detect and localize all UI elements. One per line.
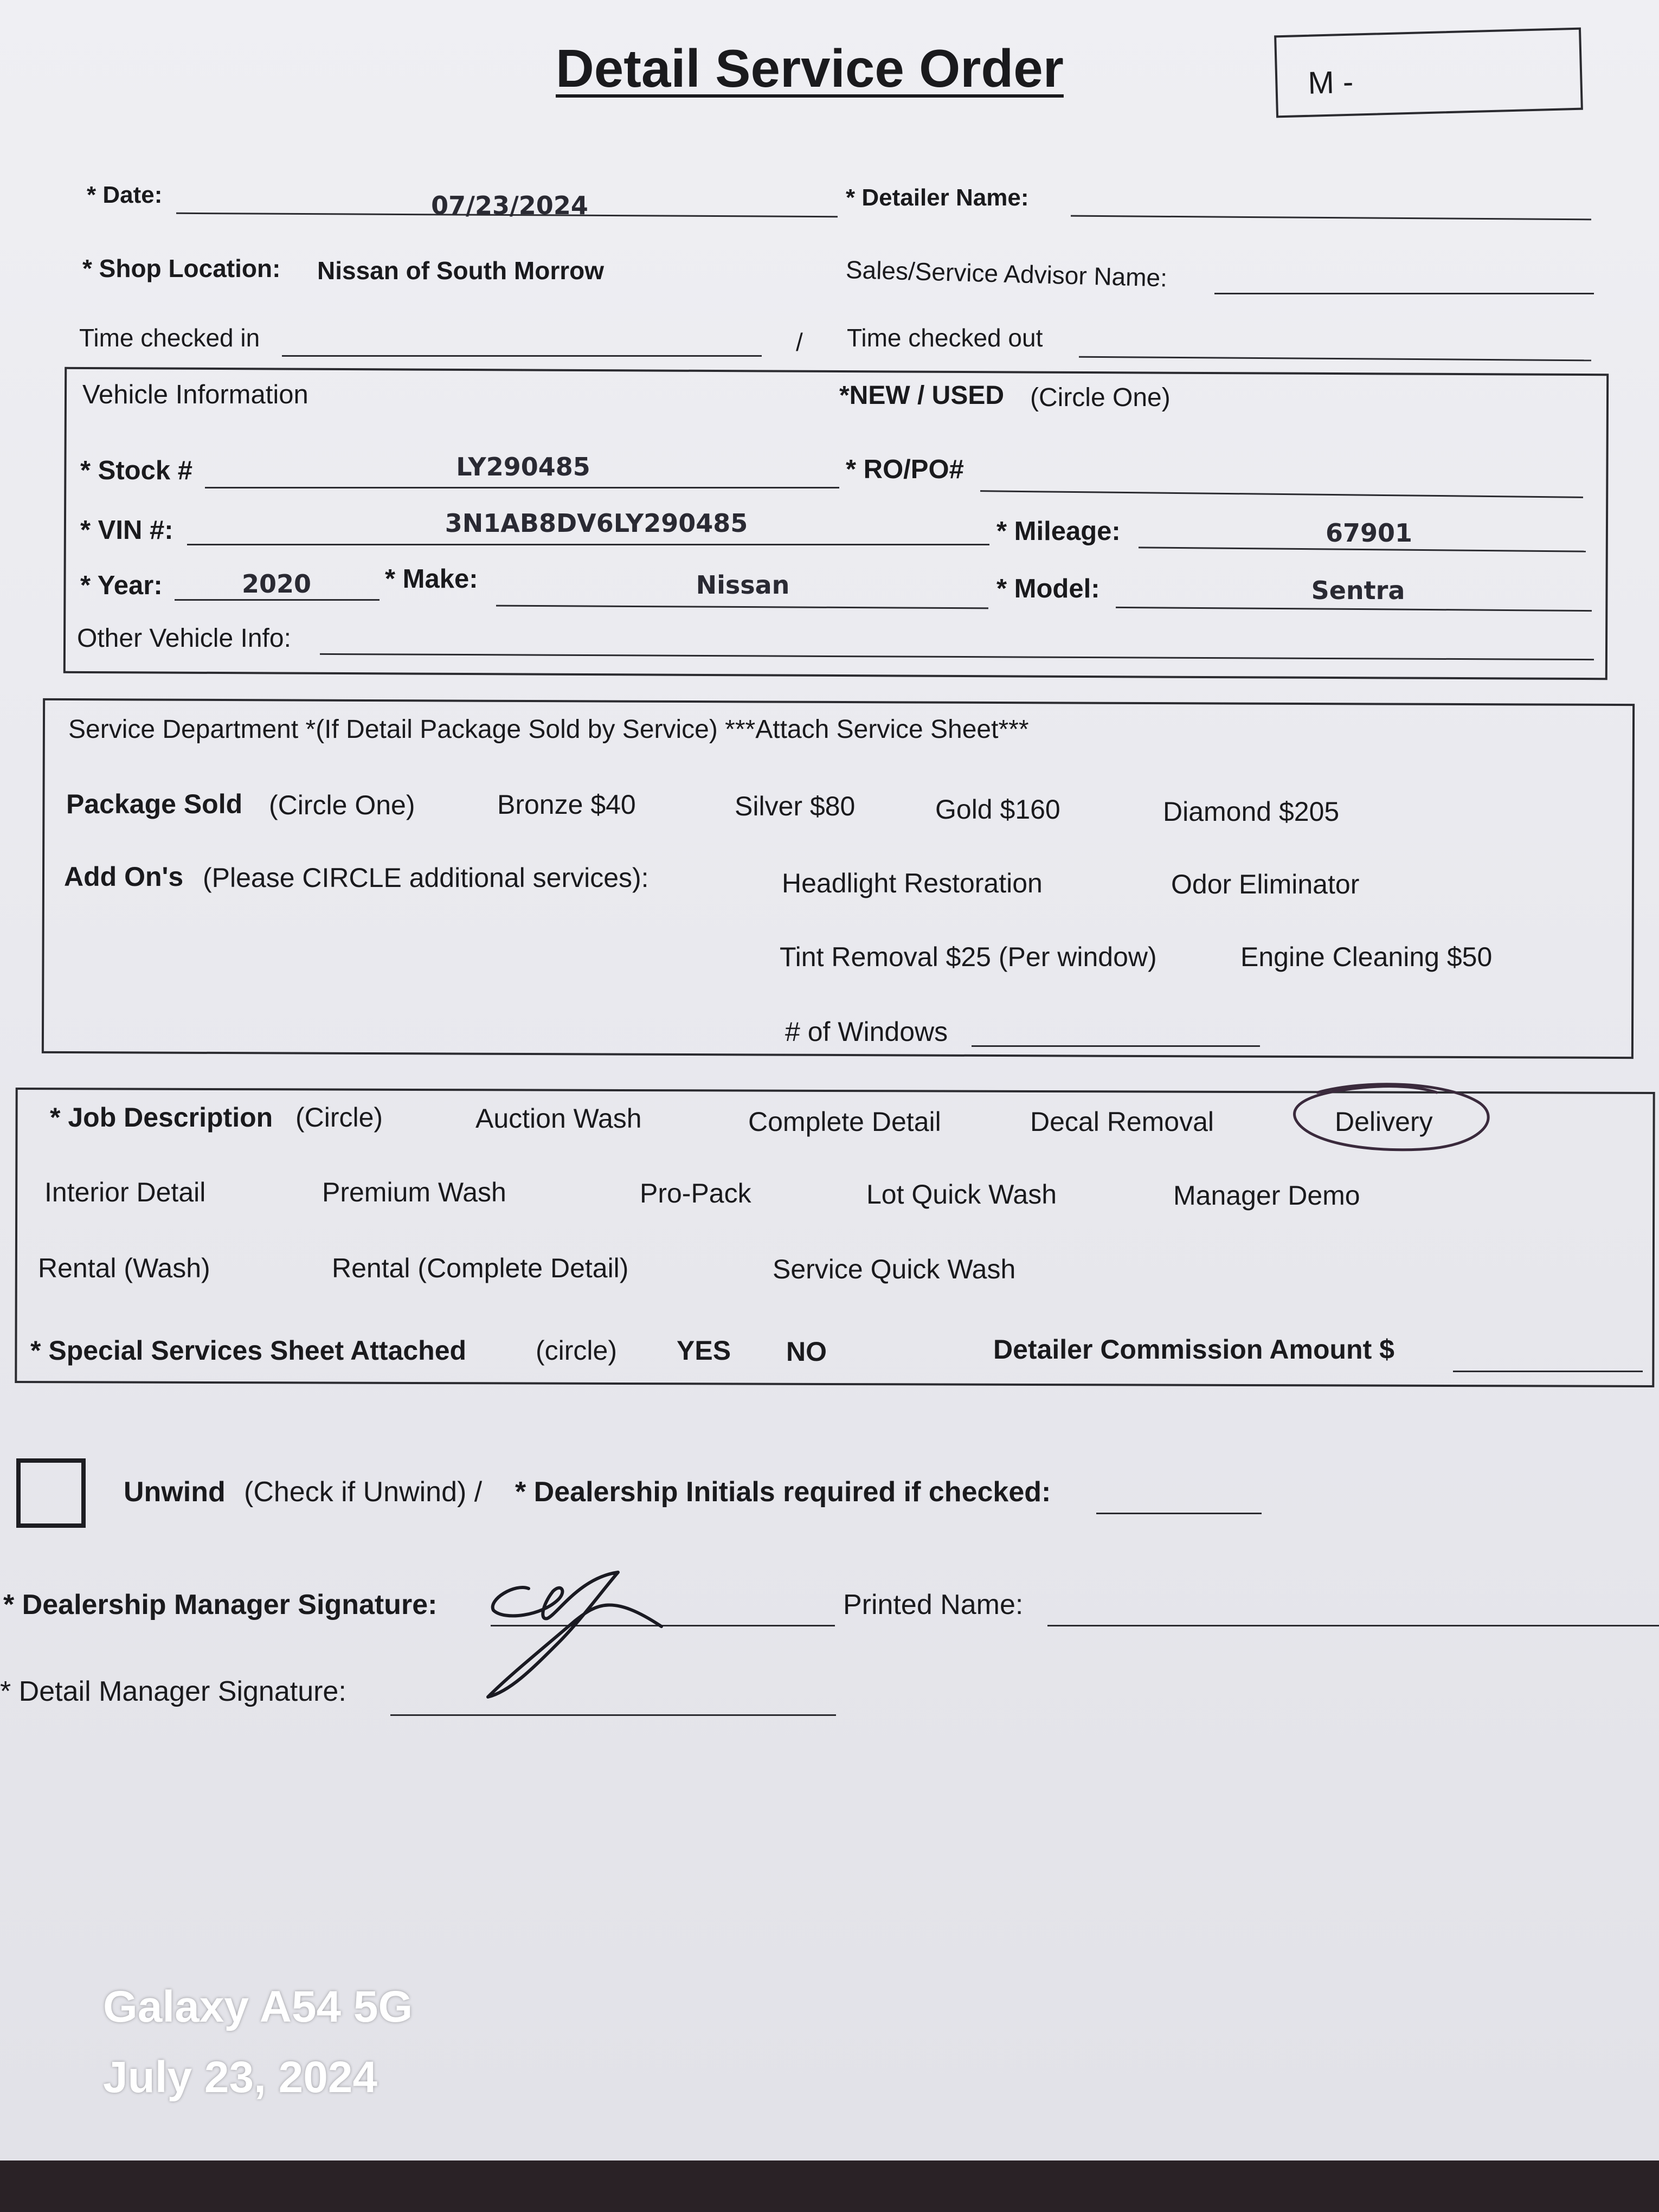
job-decal-removal[interactable]: Decal Removal xyxy=(1030,1107,1214,1137)
time-out-label: Time checked out xyxy=(847,324,1043,352)
year-line xyxy=(175,599,380,601)
job-manager-demo[interactable]: Manager Demo xyxy=(1173,1180,1360,1211)
stock-field[interactable]: LY290485 xyxy=(456,452,590,481)
package-silver[interactable]: Silver $80 xyxy=(735,791,856,821)
job-pro-pack[interactable]: Pro-Pack xyxy=(640,1178,751,1208)
special-services-yes[interactable]: YES xyxy=(677,1335,731,1366)
windows-count-label: # of Windows xyxy=(785,1017,948,1047)
addon-odor-eliminator[interactable]: Odor Eliminator xyxy=(1171,869,1360,899)
date-field[interactable]: 07/23/2024 xyxy=(431,191,588,220)
package-bronze[interactable]: Bronze $40 xyxy=(497,789,636,820)
job-description-label: * Job Description xyxy=(50,1102,273,1133)
job-service-quick-wash[interactable]: Service Quick Wash xyxy=(773,1254,1016,1284)
job-delivery[interactable]: Delivery xyxy=(1335,1107,1433,1137)
year-field[interactable]: 2020 xyxy=(241,569,312,599)
addon-engine-cleaning[interactable]: Engine Cleaning $50 xyxy=(1240,942,1493,972)
vin-line xyxy=(187,544,989,545)
stock-label: * Stock # xyxy=(80,456,192,485)
vin-label: * VIN #: xyxy=(80,516,173,545)
dealership-initials-field[interactable] xyxy=(1096,1513,1262,1514)
photo-device-stamp: Galaxy A54 5G xyxy=(103,1982,413,2031)
advisor-name-field[interactable] xyxy=(1214,293,1594,294)
advisor-name-label: Sales/Service Advisor Name: xyxy=(845,255,1168,292)
mileage-field[interactable]: 67901 xyxy=(1325,518,1413,548)
year-label: * Year: xyxy=(80,571,163,600)
unwind-note: (Check if Unwind) / xyxy=(244,1476,483,1508)
job-description-note: (Circle) xyxy=(295,1102,383,1133)
time-in-field[interactable] xyxy=(282,355,762,357)
job-rental-wash[interactable]: Rental (Wash) xyxy=(38,1253,210,1283)
time-separator: / xyxy=(796,328,803,356)
package-gold[interactable]: Gold $160 xyxy=(935,794,1060,825)
initials-required-label: * Dealership Initials required if checked: xyxy=(515,1476,1051,1508)
form-number-box xyxy=(1274,28,1583,118)
service-department-label: Service Department *(If Detail Package Sold by Service) ***Attach Service Sheet*** xyxy=(68,715,1029,744)
special-services-label: * Special Services Sheet Attached xyxy=(30,1335,467,1366)
addon-tint-removal[interactable]: Tint Removal $25 (Per window) xyxy=(780,942,1157,972)
shop-location-label: * Shop Location: xyxy=(82,254,281,282)
form-number: M - xyxy=(1307,64,1354,101)
unwind-checkbox[interactable] xyxy=(16,1458,86,1528)
stock-line xyxy=(205,487,839,488)
vin-field[interactable]: 3N1AB8DV6LY290485 xyxy=(445,509,748,538)
date-label: * Date: xyxy=(87,182,163,208)
package-sold-note: (Circle One) xyxy=(269,790,415,820)
shop-location-value: Nissan of South Morrow xyxy=(317,256,604,285)
printed-name-field[interactable] xyxy=(1047,1625,1659,1626)
manager-signature-mark xyxy=(477,1561,672,1702)
ro-po-label: * RO/PO# xyxy=(846,455,964,484)
addon-headlight-restoration[interactable]: Headlight Restoration xyxy=(782,868,1043,898)
new-used-label: *NEW / USED xyxy=(839,381,1005,410)
unwind-label: Unwind xyxy=(124,1476,226,1508)
vehicle-info-label: Vehicle Information xyxy=(82,380,308,409)
add-ons-label: Add On's xyxy=(64,861,184,892)
job-complete-detail[interactable]: Complete Detail xyxy=(748,1107,941,1137)
new-used-note: (Circle One) xyxy=(1030,383,1171,412)
printed-name-label: Printed Name: xyxy=(843,1589,1024,1621)
dealership-manager-signature-label: * Dealership Manager Signature: xyxy=(3,1589,438,1621)
job-lot-quick-wash[interactable]: Lot Quick Wash xyxy=(866,1179,1057,1210)
special-services-note: (circle) xyxy=(536,1335,617,1366)
photo-date-stamp: July 23, 2024 xyxy=(103,2053,378,2102)
make-label: * Make: xyxy=(385,564,478,594)
add-ons-note: (Please CIRCLE additional services): xyxy=(203,863,649,893)
package-diamond[interactable]: Diamond $205 xyxy=(1163,796,1340,827)
job-interior-detail[interactable]: Interior Detail xyxy=(44,1177,206,1207)
delivery-circle-mark xyxy=(1285,1073,1502,1160)
time-out-field[interactable] xyxy=(1079,356,1591,362)
make-field[interactable]: Nissan xyxy=(696,570,790,600)
commission-field[interactable] xyxy=(1453,1371,1643,1372)
detail-manager-signature-label: * Detail Manager Signature: xyxy=(0,1676,346,1707)
time-in-label: Time checked in xyxy=(79,324,260,352)
model-label: * Model: xyxy=(996,574,1100,603)
detailer-name-field[interactable] xyxy=(1071,215,1591,221)
special-services-no[interactable]: NO xyxy=(786,1336,827,1367)
job-auction-wash[interactable]: Auction Wash xyxy=(475,1103,642,1134)
mileage-label: * Mileage: xyxy=(996,517,1121,546)
form-title: Detail Service Order xyxy=(556,38,1064,98)
job-premium-wash[interactable]: Premium Wash xyxy=(322,1177,506,1207)
windows-count-field[interactable] xyxy=(972,1045,1260,1047)
package-sold-label: Package Sold xyxy=(66,789,243,819)
detail-manager-signature-field[interactable] xyxy=(390,1714,836,1716)
other-vehicle-info-label: Other Vehicle Info: xyxy=(77,624,291,653)
detailer-name-label: * Detailer Name: xyxy=(846,184,1029,211)
model-field[interactable]: Sentra xyxy=(1311,576,1405,605)
job-rental-complete-detail[interactable]: Rental (Complete Detail) xyxy=(332,1253,629,1283)
commission-label: Detailer Commission Amount $ xyxy=(993,1334,1394,1365)
